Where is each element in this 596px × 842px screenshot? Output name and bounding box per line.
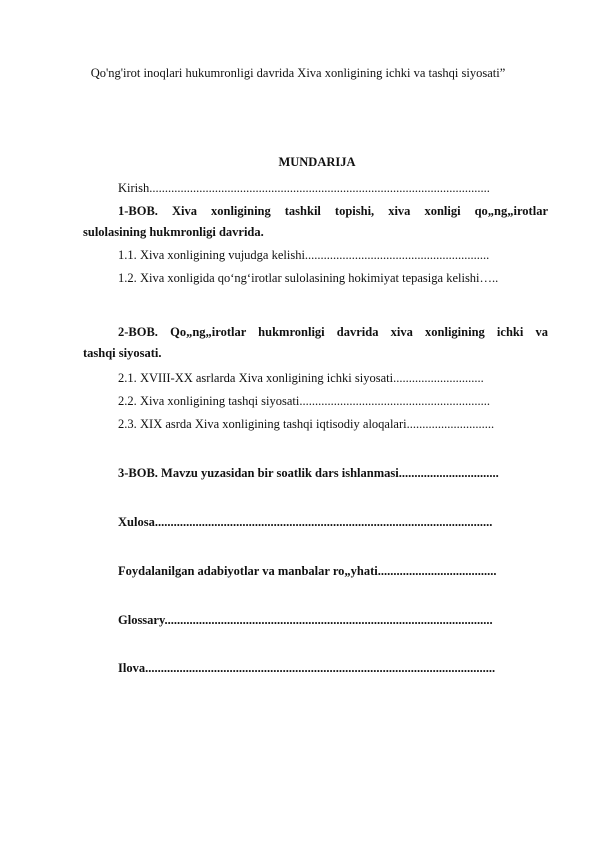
section-text: Xiva xonligida qo‘ng‘irotlar sulolasining hokimiyat tepasiga kelishi…..: [140, 271, 499, 285]
toc-entry-section-2-2[interactable]: [118, 393, 490, 409]
toc-entry-chapter-1[interactable]: 1-BOB. Xiva xonligining tashkil topishi, xiva xonligi qo„ng„irotlar: [118, 204, 548, 218]
toc-entry-chapter-2-cont[interactable]: tashqi siyosati.: [83, 346, 162, 360]
toc-entry-references[interactable]: Foydalanilgan adabiyotlar va manbalar ro„yhati......................................: [118, 564, 497, 578]
toc-entry-appendix[interactable]: Ilova................................................................................................................: [118, 661, 496, 675]
toc-entry-intro[interactable]: Kirish.............................................................................................................: [118, 181, 490, 195]
document-title: Qo'ng'irot inoqlari hukumronligi davrida Xiva xonligining ichki va tashqi siyosati”: [90, 66, 506, 80]
section-text: Xiva xonligining tashqi siyosati.............................................................: [140, 394, 490, 408]
toc-entry-glossary[interactable]: Glossary.........................................................................................................: [118, 613, 493, 627]
section-text: XVIII-XX asrlarda Xiva xonligining ichki siyosati.............................: [140, 371, 484, 385]
toc-entry-section-2-3[interactable]: [118, 416, 494, 432]
toc-entry-chapter-3[interactable]: 3-BOB. Mavzu yuzasidan bir soatlik dars ishlanmasi................................: [118, 466, 499, 480]
toc-heading: MUNDARIJA: [278, 155, 356, 169]
toc-entry-section-1-2[interactable]: [118, 270, 498, 286]
section-number: 2.2.: [118, 394, 137, 408]
section-number: 2.1.: [118, 371, 137, 385]
toc-entry-chapter-2[interactable]: 2-BOB. Qo„ng„irotlar hukmronligi davrida xiva xonligining ichki va: [118, 325, 548, 339]
section-number: 1.1.: [118, 248, 137, 262]
section-number: 1.2.: [118, 271, 137, 285]
toc-entry-section-1-1[interactable]: [118, 247, 489, 263]
section-text: XIX asrda Xiva xonligining tashqi iqtisodiy aloqalari............................: [140, 417, 495, 431]
section-number: 2.3.: [118, 417, 137, 431]
toc-entry-chapter-1-cont[interactable]: sulolasining hukmronligi davrida.: [83, 225, 264, 239]
toc-entry-conclusion[interactable]: Xulosa............................................................................................................: [118, 515, 493, 529]
toc-entry-section-2-1[interactable]: [118, 370, 484, 386]
section-text: Xiva xonligining vujudga kelishi...........................................................: [140, 248, 490, 262]
